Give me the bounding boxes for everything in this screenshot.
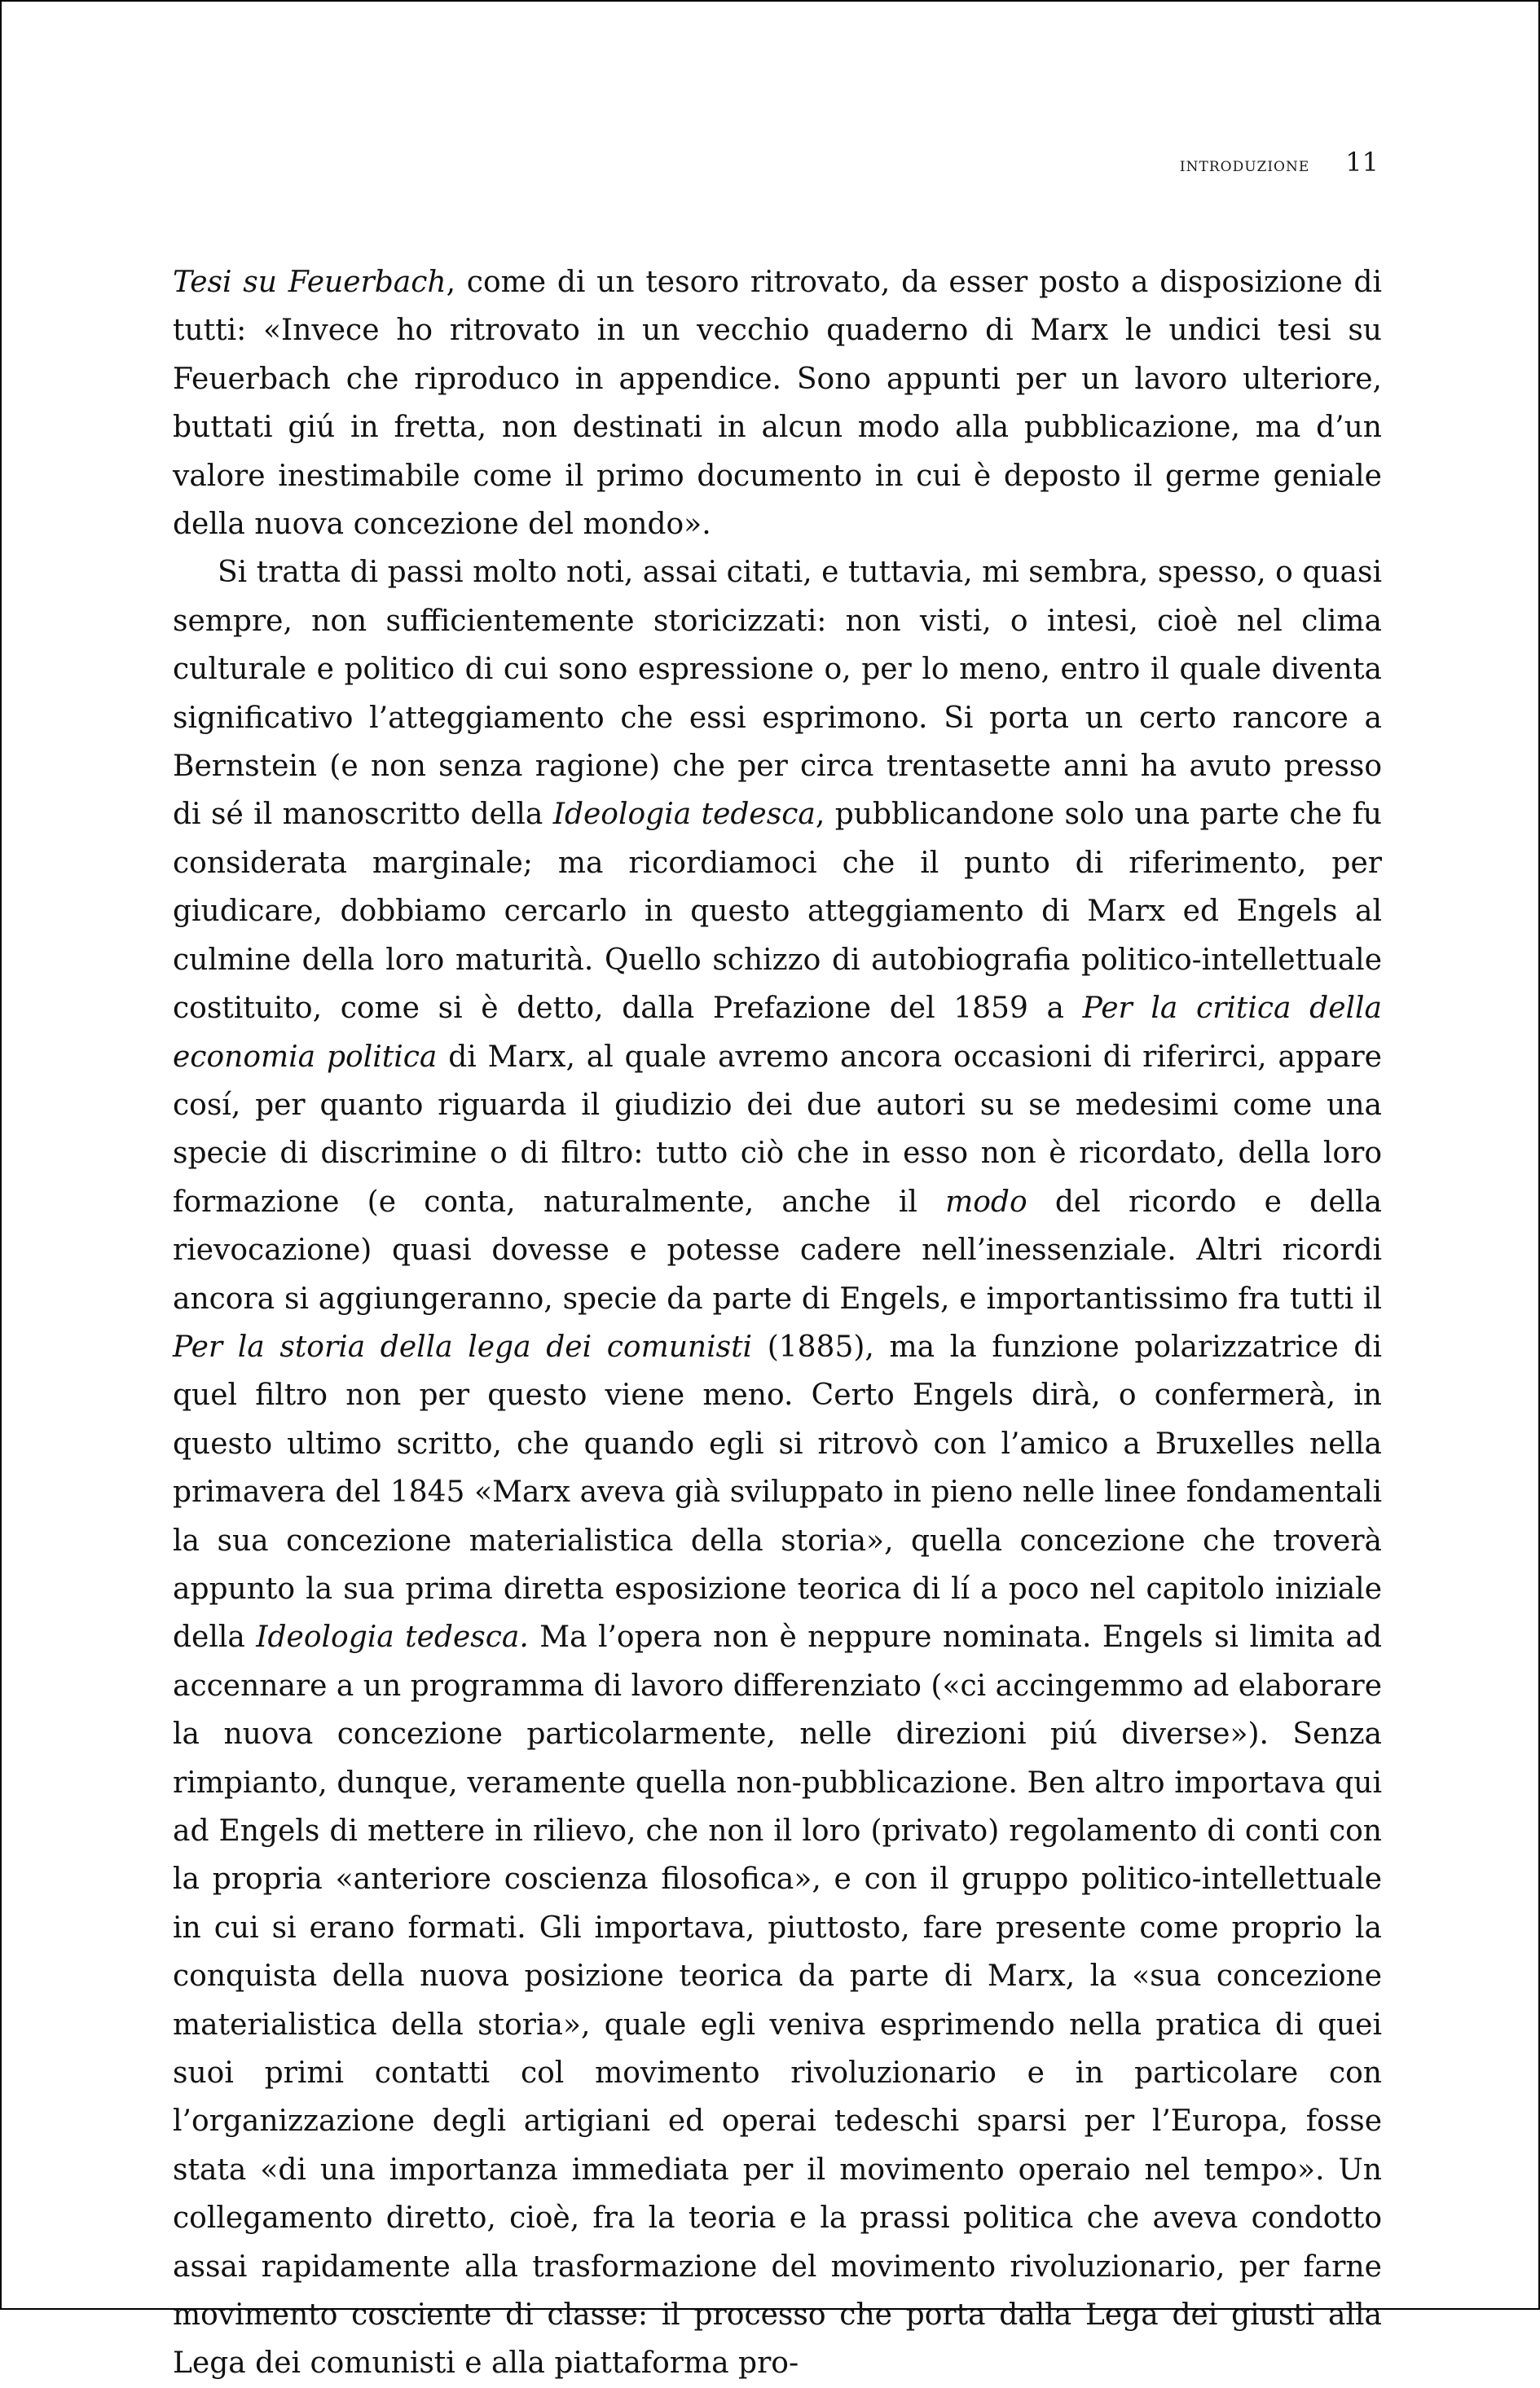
text-segment: del ricordo e della rievocazione) quasi dovesse e potesse cadere nell’inessenziale. Altri ricordi ancora si aggiungeranno, specie da parte di Engels, e importantissimo fra tutti il — [173, 1185, 1382, 1316]
text-segment: Si tratta di passi molto noti, assai citati, e tuttavia, mi sembra, spesso, o quasi sempre, non sufficientemente storicizzati: non visti, o intesi, cioè nel clima culturale e politico di cui sono espressione o, per lo meno, entro il quale diventa significativo l’atteggiamento che essi esprimono. Si porta un certo rancore a Bernstein (e non senza ragione) che per circa trentasette anni ha avuto presso di sé il manoscritto della — [173, 556, 1382, 832]
text-segment: (1885), ma la funzione polarizzatrice di quel filtro non per questo viene meno. Certo Engels dirà, o confermerà, in questo ultimo scritto, che quando egli si ritrovò con l’amico a Bruxelles nella primavera del 1845 «Marx aveva già sviluppato in pieno nelle linee fondamentali la sua concezione materialistica della storia», quella concezione che troverà appunto la sua prima diretta esposizione teorica di lí a poco nel capitolo iniziale della — [173, 1330, 1382, 1655]
section-title: introduzione — [1179, 153, 1310, 176]
text-segment: Ma l’opera non è neppure nominata. Engels si limita ad accennare a un programma di lavoro differenziato («ci accingemmo ad elaborare la nuova concezione particolarmente, nelle direzioni piú diverse»). Senza rimpianto, dunque, veramente quella non-pubblicazione. Ben altro importava qui ad Engels di mettere in rilievo, che non il loro (privato) regolamento di conti con la propria «anteriore coscienza filosofica», e con il gruppo politico-intellettuale in cui si erano formati. Gli importava, piuttosto, fare presente come proprio la conquista della nuova posizione teorica da parte di Marx, la «sua concezione materialistica della storia», quale egli veniva esprimendo nella pratica di quei suoi primi contatti col movimento rivoluzionario e in particolare con l’organizzazione degli artigiani ed operai tedeschi sparsi per l’Europa, fosse stata «di una importanza immediata per il movimento operaio nel tempo». Un collegamento diretto, cioè, fra la teoria e la prassi politica che aveva condotto assai rapidamente alla trasformazione del movimento rivoluzionario, per farne movimento cosciente di classe: il processo che porta dalla Lega dei giusti alla Lega dei comunisti e alla piattaforma pro- — [173, 1621, 1383, 2381]
running-head — [1180, 147, 1379, 178]
body-text — [173, 258, 1382, 2388]
italic-title: Per la storia della lega dei comunisti — [173, 1330, 753, 1364]
italic-title: Per la critica della economia politica — [173, 992, 1382, 1074]
paragraph-2 — [173, 548, 1382, 2387]
italic-title: Tesi su Feuerbach — [173, 266, 447, 299]
paragraph-1 — [173, 258, 1382, 548]
text-segment: , pubblicandone solo una parte che fu considerata marginale; ma ricordiamoci che il punto di riferimento, per giudicare, dobbiamo cercarlo in questo atteggiamento di Marx ed Engels al culmine della loro maturità. Quello schizzo di autobiografia politico-intellettuale costituito, come si è detto, dalla Prefazione del 1859 a — [173, 798, 1382, 1026]
text-segment: di Marx, al quale avremo ancora occasioni di riferirci, appare cosí, per quanto riguarda il giudizio dei due autori su se medesimi come una specie di discrimine o di filtro: tutto ciò che in esso non è ricordato, della loro formazione (e conta, naturalmente, anche il — [173, 1040, 1382, 1219]
page-number: 11 — [1345, 147, 1379, 178]
italic-emphasis: modo — [945, 1185, 1027, 1219]
italic-title: Ideologia tedesca — [552, 798, 816, 832]
text-segment: , come di un tesoro ritrovato, da esser posto a disposizione di tutti: «Invece ho ritrovato in un vecchio quaderno di Marx le undici tesi su Feuerbach che riproduco in appendice. Sono appunti per un lavoro ulteriore, buttati giú in fretta, non destinati in alcun modo alla pubblicazione, ma d’un valore inestimabile come il primo documento in cui è deposto il germe geniale della nuova concezione del mondo». — [173, 266, 1382, 542]
italic-title: Ideologia tedesca. — [256, 1621, 529, 1655]
